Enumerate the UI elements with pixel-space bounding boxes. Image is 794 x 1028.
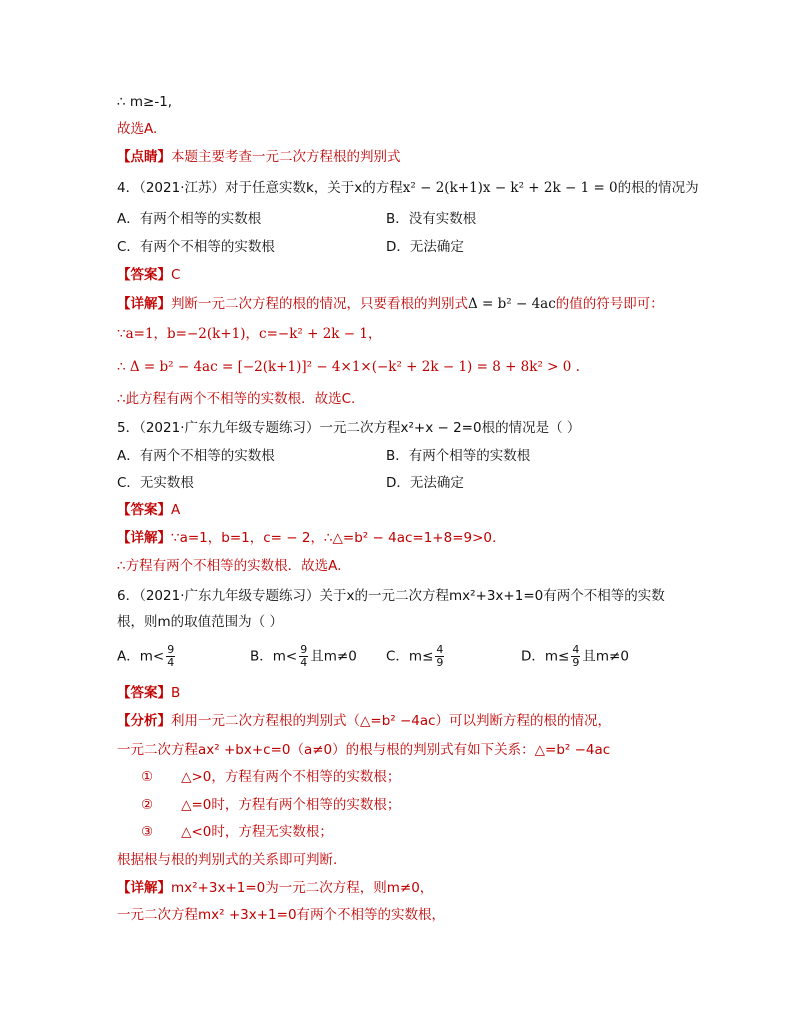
q6-option-b-fraction — [299, 644, 308, 669]
q4-stem — [117, 179, 699, 197]
fraction-numerator: 9 — [167, 643, 175, 656]
q6-case-2 — [141, 796, 400, 814]
q6-case-3 — [141, 823, 333, 841]
q5-detail — [117, 529, 496, 547]
q6-case-1 — [141, 768, 400, 786]
q4-detail-line3: ∴ Δ = b² − 4ac = [−2(k+1)]² − 4×1×(−k² + 2k − 1) = 8 + 8k² > 0 . — [117, 359, 580, 375]
q5-answer-value: A — [171, 502, 181, 518]
q6-option-c-fraction — [435, 644, 444, 669]
q5-stem: 5．（2021·广东九年级专题练习）一元二次方程x²+x − 2=0根的情况是（ ） — [117, 420, 581, 436]
q5-option-d: D．无法确定 — [386, 475, 464, 491]
case-number: ③ — [141, 824, 154, 840]
q6-answer-value: B — [171, 685, 181, 701]
fraction-denominator: 4 — [167, 656, 175, 669]
q4-stem-suffix: 的根的情况为 — [617, 180, 699, 196]
q6-option-d-prefix: D．m≤ — [521, 648, 570, 665]
q6-option-d-fraction — [571, 644, 580, 669]
dianjing-text: 本题主要考查一元二次方程根的判别式 — [171, 149, 401, 165]
fraction-numerator: 9 — [300, 643, 308, 656]
fraction-denominator: 9 — [572, 656, 580, 669]
q4-answer-label: 【答案】 — [117, 267, 171, 283]
q6-option-a-prefix: A．m< — [117, 648, 165, 665]
q6-analysis — [117, 712, 611, 730]
q4-comma: ， — [367, 326, 382, 342]
case-number: ① — [141, 769, 154, 785]
q4-detail-tail: 的值的符号即可： — [555, 296, 664, 312]
q6-stem-line1: 6．（2021·广东九年级专题练习）关于x的一元二次方程mx²+3x+1=0有两个不相等的实数 — [117, 588, 665, 604]
q6-detail-line2: 一元二次方程mx² +3x+1=0有两个不相等的实数根， — [117, 907, 446, 923]
q6-stem-line2: 根，则m的取值范围为（ ） — [117, 614, 283, 630]
q5-option-b: B．有两个相等的实数根 — [386, 448, 531, 464]
q4-equation: x² − 2(k+1)x − k² + 2k − 1 = 0 — [402, 180, 618, 196]
case-text: △>0，方程有两个不相等的实数根； — [181, 769, 401, 785]
fraction-numerator: 4 — [436, 643, 444, 656]
q6-detail-label: 【详解】 — [117, 880, 171, 896]
q6-option-a-fraction — [166, 644, 175, 669]
q4-option-a: A．有两个相等的实数根 — [117, 211, 262, 227]
case-number: ② — [141, 797, 154, 813]
q6-detail-text: mx²+3x+1=0为一元二次方程，则m≠0， — [171, 880, 434, 896]
dianjing-label: 【点睛】 — [117, 149, 171, 165]
q6-answer — [117, 684, 180, 702]
q6-option-b — [250, 644, 357, 669]
q4-answer — [117, 266, 180, 284]
q6-option-b-suffix: 且m≠0 — [310, 648, 357, 665]
q5-answer — [117, 501, 180, 519]
q5-detail-line2: ∴方程有两个不相等的实数根．故选A. — [117, 558, 342, 574]
q4-option-b: B．没有实数根 — [386, 211, 477, 227]
q4-detail-text: 判断一元二次方程的根的情况，只要看根的判别式 — [171, 296, 468, 312]
fraction-denominator: 4 — [300, 656, 308, 669]
q6-option-a — [117, 644, 177, 669]
q6-option-c-prefix: C．m≤ — [386, 648, 434, 665]
q6-option-c — [386, 644, 446, 669]
q5-option-c: C．无实数根 — [117, 475, 194, 491]
q5-answer-label: 【答案】 — [117, 502, 171, 518]
fraction-numerator: 4 — [572, 643, 580, 656]
choose-answer-line: 故选A. — [117, 121, 158, 137]
q4-detail-line2 — [117, 325, 381, 343]
q6-option-d — [521, 644, 629, 669]
q4-option-d: D．无法确定 — [386, 239, 464, 255]
solution-line: ∴ m≥-1, — [117, 94, 173, 110]
q6-analysis-label: 【分析】 — [117, 713, 171, 729]
case-text: △<0时，方程无实数根； — [181, 824, 333, 840]
q4-stem-prefix: 4．（2021·江苏）对于任意实数k，关于x的方程 — [117, 180, 403, 196]
q5-detail-text: ∵a=1，b=1，c= − 2，∴△=b² − 4ac=1+8=9>0. — [171, 530, 497, 546]
q6-option-b-prefix: B．m< — [250, 648, 298, 665]
fraction-denominator: 9 — [436, 656, 444, 669]
q4-detail-formula: Δ = b² − 4ac — [468, 296, 556, 312]
q4-coefficients: ∵a=1，b=−2(k+1)，c= — [117, 326, 278, 342]
q5-option-a: A．有两个不相等的实数根 — [117, 448, 275, 464]
q4-detail-line4: ∴此方程有两个不相等的实数根．故选C. — [117, 391, 356, 407]
q5-detail-label: 【详解】 — [117, 530, 171, 546]
q6-analysis-text: 利用一元二次方程根的判别式（△=b² −4ac）可以判断方程的根的情况， — [171, 713, 612, 729]
q6-analysis-line2: 一元二次方程ax² +bx+c=0（a≠0）的根与根的判别式有如下关系：△=b² −4ac — [117, 742, 611, 758]
q4-option-c: C．有两个不相等的实数根 — [117, 239, 275, 255]
q4-detail — [117, 295, 664, 313]
q4-answer-value: C — [171, 267, 181, 283]
q4-detail-label: 【详解】 — [117, 296, 171, 312]
case-text: △=0时，方程有两个相等的实数根； — [181, 797, 401, 813]
q6-answer-label: 【答案】 — [117, 685, 171, 701]
dianjing-line — [117, 148, 401, 166]
q6-detail — [117, 879, 433, 897]
q6-conclusion: 根据根与根的判别式的关系即可判断. — [117, 852, 338, 868]
q4-c-expr: −k² + 2k − 1 — [277, 326, 368, 342]
q6-option-d-suffix: 且m≠0 — [582, 648, 629, 665]
